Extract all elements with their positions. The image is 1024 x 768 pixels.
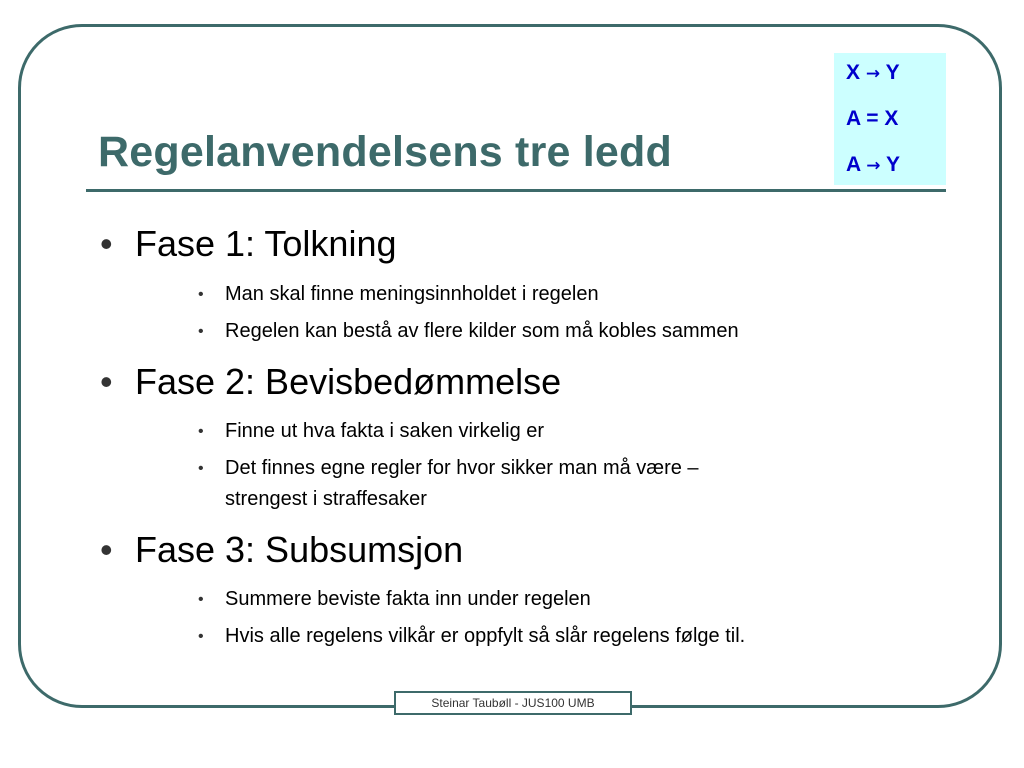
formula-a: A <box>846 153 861 176</box>
bullet-icon: • <box>198 591 204 608</box>
formula-x: X <box>846 61 861 84</box>
footer: Steinar Taubøll - JUS100 UMB <box>394 691 632 715</box>
phase-heading: Fase 1: Tolkning <box>135 223 397 264</box>
bullet-icon: • <box>100 223 113 264</box>
formula-y: Y <box>885 153 900 176</box>
bullet-icon: • <box>198 286 204 303</box>
arrow-right-icon: → <box>866 156 881 176</box>
slide-title: Regelanvendelsens tre ledd <box>98 128 672 176</box>
bullet-icon: • <box>198 423 204 440</box>
bullet-icon: • <box>198 460 204 477</box>
bullet-icon: • <box>198 323 204 340</box>
bullet-icon: • <box>100 529 113 570</box>
phase-heading: Fase 3: Subsumsjon <box>135 529 464 570</box>
bullet-list: • Fase 1: Tolkning • Man skal finne meningsinnholdet i regelen • Regelen kan bestå av flere kilder som må kobles sammen • Fase 2: Bevisbedømmelse • Finne ut hva fakta i saken virkelig er • Det finnes egne regler for hvor sikker man må være – strengest i straffesaker • Fase 3: Subsumsjon • Summere beviste fakta inn under regelen • Hvis alle regelens vilkår er oppfylt så slår regelens følge til. <box>0 0 1024 768</box>
arrow-right-icon: → <box>865 64 881 84</box>
bullet-icon: • <box>100 361 113 402</box>
formula-line-2: A = X <box>846 107 899 130</box>
phase-heading: Fase 2: Bevisbedømmelse <box>135 361 562 402</box>
formula-y: Y <box>885 61 900 84</box>
bullet-icon: • <box>198 628 204 645</box>
